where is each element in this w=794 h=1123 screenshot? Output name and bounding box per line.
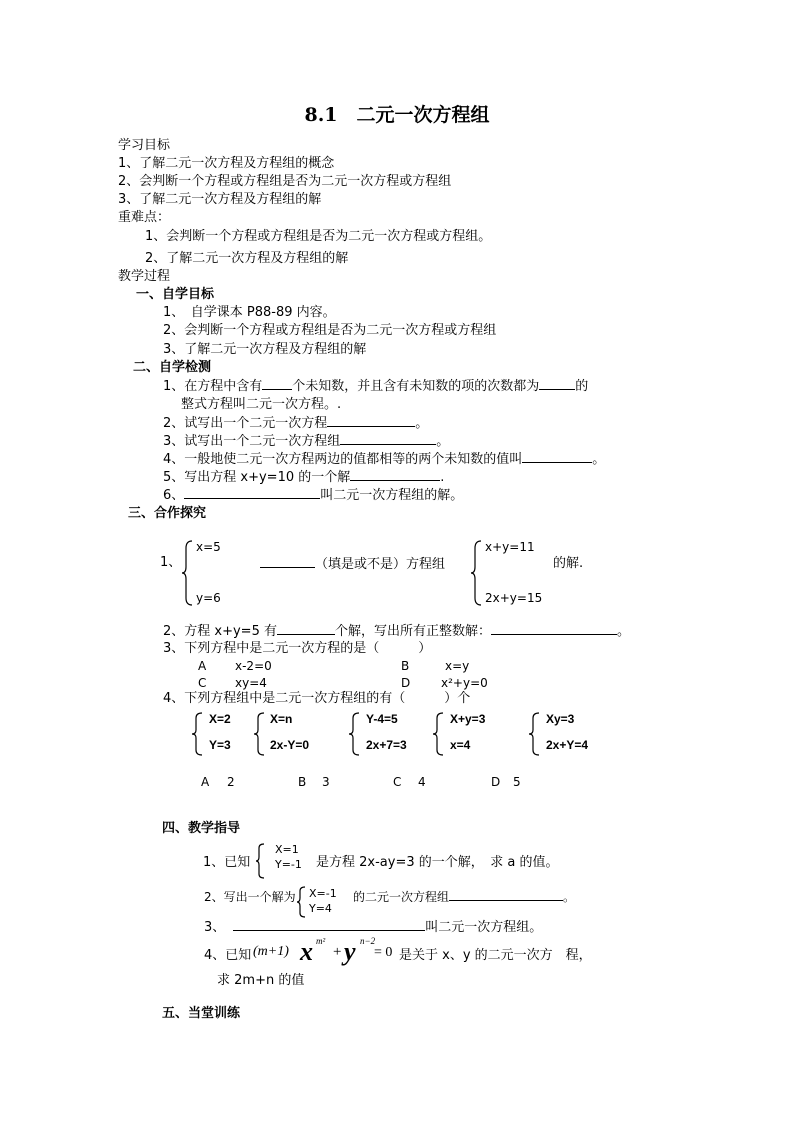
key-point-item: 2、了解二元一次方程及方程组的解 [145, 251, 349, 266]
s2-q5: 5、写出方程 x+y=10 的一个解 . [163, 470, 445, 485]
s4-q2-text: 的二元一次方程组 。 [353, 890, 576, 904]
section-3-heading: 三、合作探究 [128, 506, 207, 521]
math-var-y: y [344, 937, 356, 966]
option-equation: xy=4 [235, 676, 267, 690]
answer-label: D [491, 775, 501, 789]
section-2-heading: 二、自学检测 [133, 360, 212, 375]
s4-q4-cont: 求 2m+n 的值 [217, 973, 305, 988]
answer-value: 3 [322, 775, 330, 789]
system-eq: Y=3 [209, 738, 231, 752]
s2-q1-cont: 整式方程叫二元一次方程。. [181, 397, 342, 412]
answer-label: A [201, 775, 210, 789]
s3-q1-y: y=6 [196, 591, 221, 605]
option-equation: x²+y=0 [441, 676, 488, 690]
math-expression: (m+1) [253, 944, 289, 959]
objective-item: 3、了解二元一次方程及方程组的解 [118, 192, 322, 207]
objectives-heading: 学习目标 [118, 138, 171, 153]
s3-q4: 4、下列方程组中是二元一次方程组的有（ ）个 [163, 691, 471, 706]
option-label: C [198, 676, 207, 690]
option-label: A [198, 659, 207, 673]
option-label: D [401, 676, 411, 690]
system-eq: X=2 [209, 712, 231, 726]
s2-q1: 1、在方程中含有 个未知数，并且含有未知数的项的次数都为 的 [163, 379, 589, 394]
s4-q3: 3、 叫二元一次方程组。 [204, 920, 543, 935]
s3-q3: 3、下列方程中是二元一次方程的是（ ） [163, 641, 432, 656]
math-var-x: x [300, 937, 313, 966]
left-brace-icon [348, 712, 360, 756]
answer-label: B [298, 775, 307, 789]
s4-q1-y: Y=-1 [275, 858, 302, 871]
system-eq: X=n [270, 712, 293, 726]
s3-q2: 2、方程 x+y=5 有 个解，写出所有正整数解： 。 [163, 624, 631, 639]
section-5-heading: 五、当堂训练 [162, 1006, 241, 1021]
math-equals: = 0 [374, 945, 393, 960]
left-brace-icon [253, 712, 265, 756]
s3-q1-eq2: 2x+y=15 [485, 591, 543, 605]
left-brace-icon [470, 540, 482, 606]
left-brace-icon [191, 712, 203, 756]
key-points-heading: 重难点： [118, 210, 171, 225]
answer-value: 2 [227, 775, 235, 789]
system-eq: Xy=3 [546, 712, 575, 726]
system-eq: 2x+Y=4 [546, 738, 589, 752]
section-4-heading: 四、教学指导 [162, 821, 241, 836]
s4-q1-x: X=1 [275, 843, 299, 856]
objective-item: 1、了解二元一次方程及方程组的概念 [118, 156, 335, 171]
left-brace-icon [181, 540, 193, 606]
objective-item: 2、会判断一个方程或方程组是否为二元一次方程或方程组 [118, 174, 452, 189]
s1-item: 2、会判断一个方程或方程组是否为二元一次方程或方程组 [163, 323, 497, 338]
page-title: 8.1 二元一次方程组 [304, 104, 490, 126]
option-equation: x=y [445, 659, 470, 673]
s4-q2-prefix: 2、写出一个解为 [204, 890, 296, 904]
math-exponent: n−2 [360, 936, 376, 946]
answer-value: 5 [513, 775, 521, 789]
answer-value: 4 [418, 775, 426, 789]
s3-q1-x: x=5 [196, 540, 221, 554]
left-brace-icon [296, 886, 306, 918]
s4-q4-text: 是关于 x、y 的二元一次方 程， [399, 948, 592, 963]
option-label: B [401, 659, 410, 673]
s4-q1-text: 是方程 2x-ay=3 的一个解， 求 a 的值。 [316, 855, 559, 870]
s4-q2-x: X=-1 [309, 887, 337, 900]
process-heading: 教学过程 [118, 269, 171, 284]
math-exponent: m² [316, 936, 326, 946]
left-brace-icon [528, 712, 540, 756]
system-eq: Y-4=5 [366, 712, 398, 726]
system-eq: X+y=3 [450, 712, 486, 726]
left-brace-icon [255, 843, 265, 879]
s3-q1-end: 的解. [553, 556, 584, 571]
section-1-heading: 一、自学目标 [136, 287, 215, 302]
system-eq: x=4 [450, 738, 471, 752]
s2-q6: 6、 叫二元一次方程组的解。 [163, 488, 464, 503]
s3-q1-mid: （填是或不是）方程组 [260, 556, 445, 573]
key-point-item: 1、会判断一个方程或方程组是否为二元一次方程或方程组。 [145, 229, 492, 244]
s2-q4: 4、一般地使二元一次方程两边的值都相等的两个未知数的值叫 。 [163, 452, 606, 467]
system-eq: 2x+7=3 [366, 738, 407, 752]
left-brace-icon [432, 712, 444, 756]
option-equation: x-2=0 [235, 659, 272, 673]
s1-item: 1、 自学课本 P88-89 内容。 [163, 305, 336, 320]
s1-item: 3、了解二元一次方程及方程组的解 [163, 342, 367, 357]
answer-label: C [393, 775, 402, 789]
s3-q1-eq1: x+y=11 [485, 540, 535, 554]
s2-q2: 2、试写出一个二元一次方程 。 [163, 416, 429, 431]
s4-q4-prefix: 4、已知 [204, 948, 252, 963]
s4-q1-prefix: 1、已知 [203, 855, 251, 870]
s2-q3: 3、试写出一个二元一次方程组 。 [163, 434, 450, 449]
system-eq: 2x-Y=0 [270, 738, 310, 752]
s4-q2-y: Y=4 [309, 902, 332, 915]
math-plus: + [333, 944, 342, 960]
s3-q1-number: 1、 [160, 555, 182, 570]
